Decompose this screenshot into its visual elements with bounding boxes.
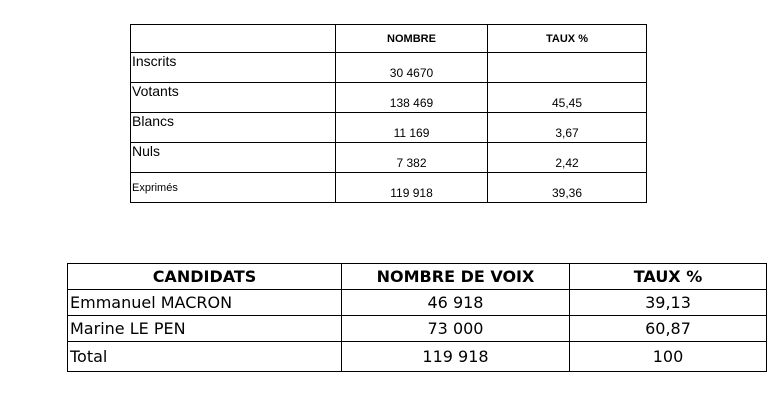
row-taux: 39,36 — [488, 173, 647, 203]
row-nombre: 138 469 — [336, 83, 488, 113]
row-label: Exprimés — [131, 173, 336, 203]
row-nombre: 30 4670 — [336, 53, 488, 83]
total-label: Total — [68, 342, 342, 372]
row-label: Votants — [131, 83, 336, 113]
row-nombre: 11 169 — [336, 113, 488, 143]
candidate-voix: 73 000 — [342, 316, 570, 342]
candidates-results-table — [67, 263, 767, 372]
table-row — [68, 316, 767, 342]
table-total-row — [68, 342, 767, 372]
row-label: Nuls — [131, 143, 336, 173]
table-row — [131, 173, 647, 203]
candidate-name: Marine LE PEN — [68, 316, 342, 342]
total-voix: 119 918 — [342, 342, 570, 372]
candidate-taux: 39,13 — [570, 290, 767, 316]
total-taux: 100 — [570, 342, 767, 372]
candidate-taux: 60,87 — [570, 316, 767, 342]
table-header-row — [131, 25, 647, 53]
row-taux — [488, 53, 647, 83]
candidate-voix: 46 918 — [342, 290, 570, 316]
vote-summary-table — [130, 24, 647, 203]
header-cell-taux: TAUX % — [488, 25, 647, 53]
table-row — [68, 290, 767, 316]
row-taux: 3,67 — [488, 113, 647, 143]
candidate-name: Emmanuel MACRON — [68, 290, 342, 316]
table-header-row — [68, 264, 767, 290]
header-cell-candidats: CANDIDATS — [68, 264, 342, 290]
table-row — [131, 53, 647, 83]
row-label: Blancs — [131, 113, 336, 143]
row-nombre: 119 918 — [336, 173, 488, 203]
row-taux: 2,42 — [488, 143, 647, 173]
header-cell-empty — [131, 25, 336, 53]
row-label: Inscrits — [131, 53, 336, 83]
row-nombre: 7 382 — [336, 143, 488, 173]
row-taux: 45,45 — [488, 83, 647, 113]
table-row — [131, 83, 647, 113]
table-row — [131, 143, 647, 173]
table-row — [131, 113, 647, 143]
header-cell-nombre: NOMBRE — [336, 25, 488, 53]
header-cell-nombre-de-voix: NOMBRE DE VOIX — [342, 264, 570, 290]
header-cell-taux: TAUX % — [570, 264, 767, 290]
